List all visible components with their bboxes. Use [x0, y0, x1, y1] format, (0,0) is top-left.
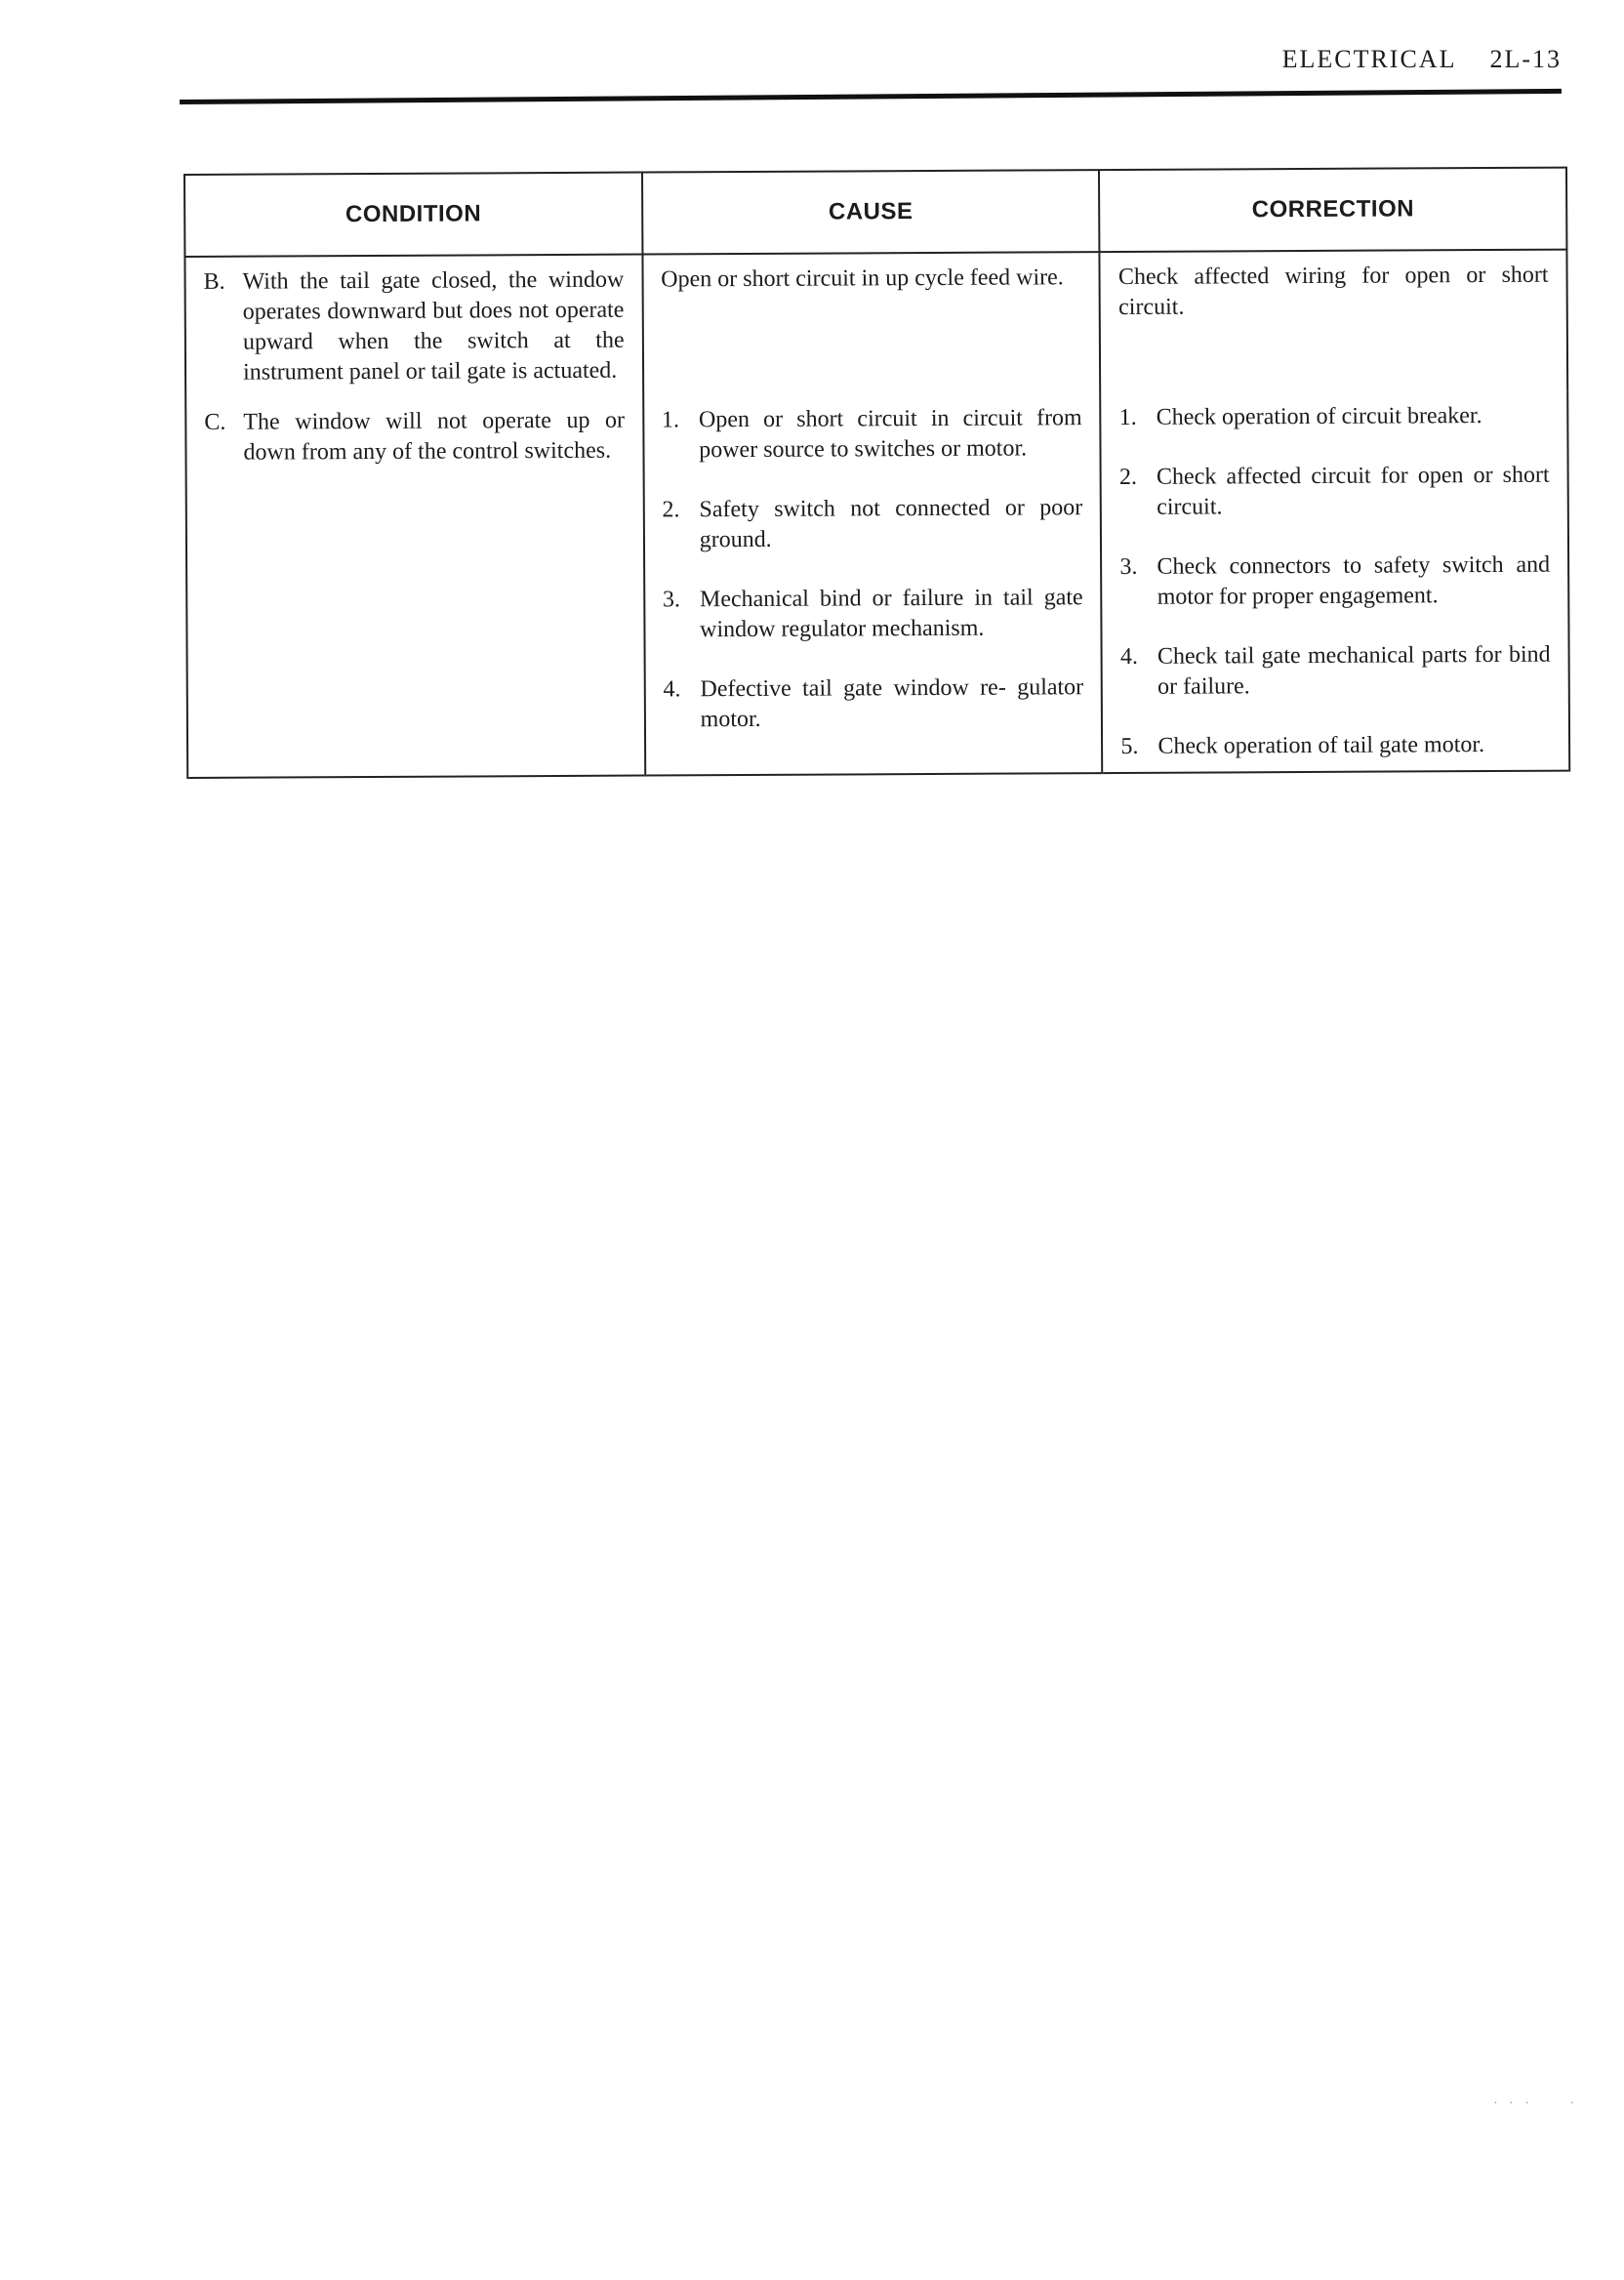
scan-speckle: · · · ·	[1493, 2097, 1579, 2111]
cause-item-text: Mechanical bind or failure in tail gate window regulator mechanism.	[699, 585, 1083, 643]
cause-cell	[642, 252, 1100, 395]
correction-item	[1119, 461, 1550, 523]
correction-item-text: Check affected circuit for open or short circuit.	[1156, 462, 1550, 520]
cause-item	[663, 672, 1083, 735]
table-row	[184, 250, 1567, 398]
cause-item-text: Open or short circuit in circuit from power source to switches or motor.	[698, 405, 1082, 464]
condition-cell	[185, 396, 645, 778]
condition-text: With the tail gate closed, the window operates downward but does not operate upward when the switch at the instrument panel or tail gate is actuated.	[242, 266, 625, 386]
correction-item-text: Check connectors to safety switch and motor for proper engagement.	[1157, 551, 1551, 610]
column-header-correction: CORRECTION	[1099, 168, 1566, 253]
correction-item-number: 4.	[1119, 643, 1139, 670]
section-title: ELECTRICAL	[1281, 45, 1457, 73]
correction-item-number: 1.	[1118, 404, 1137, 430]
page-number: 2L-13	[1489, 45, 1562, 73]
troubleshooting-table-wrapper	[183, 167, 1570, 779]
correction-item-text: Check operation of circuit breaker.	[1156, 403, 1482, 430]
cause-item	[662, 403, 1082, 466]
table-row	[185, 391, 1569, 778]
correction-item	[1120, 730, 1551, 762]
cause-item-number: 4.	[663, 676, 681, 703]
correction-cell	[1100, 250, 1567, 394]
cause-item-text: Safety switch not connected or poor ground.	[699, 495, 1083, 553]
troubleshooting-table	[183, 167, 1570, 779]
cause-item-text: Defective tail gate window re- gulator motor.	[700, 674, 1084, 733]
header-rule	[180, 89, 1562, 104]
correction-item-number: 5.	[1120, 733, 1139, 759]
condition-text: The window will not operate up or down from any of the control switches.	[243, 407, 626, 466]
cause-item-number: 2.	[662, 497, 680, 523]
cause-cell	[643, 393, 1103, 775]
cause-item-number: 3.	[662, 587, 681, 613]
cause-item-number: 1.	[661, 407, 680, 433]
correction-item	[1119, 401, 1550, 433]
correction-item-text: Check operation of tail gate motor.	[1157, 732, 1485, 759]
condition-letter: B.	[203, 268, 225, 295]
cause-text: Open or short circuit in up cycle feed wire.	[661, 265, 1064, 293]
correction-text: Check affected wiring for open or short circuit.	[1117, 262, 1549, 320]
condition-cell	[184, 255, 642, 398]
page-header	[1282, 45, 1562, 74]
correction-item-number: 2.	[1118, 464, 1138, 490]
cause-item	[662, 493, 1082, 555]
correction-cell	[1101, 391, 1570, 774]
correction-item	[1119, 550, 1550, 613]
condition-letter: C.	[204, 409, 226, 435]
table-header-row	[184, 168, 1566, 257]
correction-item	[1120, 640, 1551, 703]
cause-item	[663, 583, 1083, 645]
correction-item-text: Check tail gate mechanical parts for bind or failure.	[1157, 641, 1551, 700]
correction-item-number: 3.	[1119, 553, 1138, 580]
column-header-cause: CAUSE	[642, 170, 1100, 254]
column-header-condition: CONDITION	[184, 173, 642, 257]
